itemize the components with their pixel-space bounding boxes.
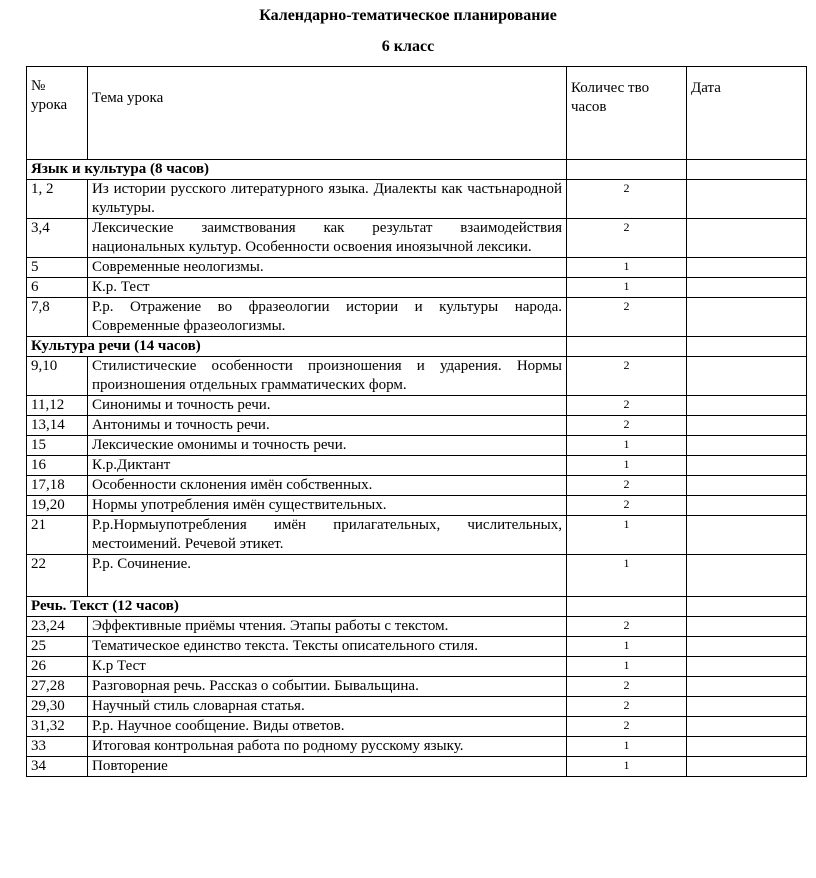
lesson-hours: 2 xyxy=(567,416,687,436)
lesson-number: 7,8 xyxy=(27,298,88,337)
lesson-topic: Р.р. Отражение во фразеологии истории и культуры народа. Современные фразеологизмы. xyxy=(88,298,567,337)
lesson-number: 19,20 xyxy=(27,496,88,516)
section-count-cell xyxy=(567,337,687,357)
lesson-topic: Синонимы и точность речи. xyxy=(88,396,567,416)
lesson-hours: 2 xyxy=(567,476,687,496)
lesson-hours: 1 xyxy=(567,258,687,278)
lesson-row xyxy=(27,496,807,516)
lesson-number: 22 xyxy=(27,555,88,597)
section-title: Культура речи (14 часов) xyxy=(27,337,567,357)
lesson-row xyxy=(27,717,807,737)
lesson-row xyxy=(27,737,807,757)
lesson-date xyxy=(687,258,807,278)
page-title: Календарно-тематическое планирование xyxy=(259,7,557,24)
lesson-topic: К.р Тест xyxy=(88,657,567,677)
header-num: № урока xyxy=(27,67,88,160)
lesson-row xyxy=(27,677,807,697)
lesson-hours: 2 xyxy=(567,298,687,337)
lesson-number: 26 xyxy=(27,657,88,677)
lesson-topic: Р.р. Сочинение. xyxy=(88,555,567,597)
lesson-topic: К.р. Тест xyxy=(88,278,567,298)
lesson-topic: Эффективные приёмы чтения. Этапы работы с текстом. xyxy=(88,617,567,637)
lesson-number: 13,14 xyxy=(27,416,88,436)
lesson-date xyxy=(687,298,807,337)
lesson-topic: Антонимы и точность речи. xyxy=(88,416,567,436)
lesson-date xyxy=(687,396,807,416)
lesson-hours: 2 xyxy=(567,180,687,219)
lesson-number: 34 xyxy=(27,757,88,777)
lesson-topic: Лексические заимствования как результат взаимодействия национальных культур. Особенности освоения иноязычной лексики. xyxy=(88,219,567,258)
lesson-date xyxy=(687,219,807,258)
lesson-row xyxy=(27,180,807,219)
lesson-number: 29,30 xyxy=(27,697,88,717)
lesson-row xyxy=(27,278,807,298)
lesson-number: 23,24 xyxy=(27,617,88,637)
lesson-hours: 2 xyxy=(567,697,687,717)
lesson-hours: 2 xyxy=(567,677,687,697)
lesson-date xyxy=(687,617,807,637)
lesson-topic: Р.р. Научное сообщение. Виды ответов. xyxy=(88,717,567,737)
section-date-cell xyxy=(687,337,807,357)
section-row xyxy=(27,337,807,357)
lesson-number: 31,32 xyxy=(27,717,88,737)
lesson-date xyxy=(687,657,807,677)
lesson-date xyxy=(687,476,807,496)
lesson-hours: 2 xyxy=(567,496,687,516)
lesson-topic: Особенности склонения имён собственных. xyxy=(88,476,567,496)
lesson-date xyxy=(687,677,807,697)
lesson-row xyxy=(27,258,807,278)
lesson-number: 15 xyxy=(27,436,88,456)
lesson-hours: 1 xyxy=(567,555,687,597)
lesson-date xyxy=(687,697,807,717)
lesson-date xyxy=(687,516,807,555)
section-title: Язык и культура (8 часов) xyxy=(27,160,567,180)
lesson-date xyxy=(687,416,807,436)
lesson-row xyxy=(27,555,807,597)
lesson-number: 3,4 xyxy=(27,219,88,258)
lesson-row xyxy=(27,637,807,657)
lesson-number: 27,28 xyxy=(27,677,88,697)
lesson-date xyxy=(687,278,807,298)
lesson-number: 5 xyxy=(27,258,88,278)
lesson-hours: 1 xyxy=(567,757,687,777)
lesson-number: 6 xyxy=(27,278,88,298)
header-date: Дата xyxy=(687,67,807,160)
header-count: Количес тво часов xyxy=(567,67,687,160)
lesson-hours: 2 xyxy=(567,219,687,258)
page-subtitle: 6 класс xyxy=(381,38,435,55)
table-header-row xyxy=(27,67,807,160)
lesson-date xyxy=(687,717,807,737)
lesson-date xyxy=(687,180,807,219)
plan-table-body xyxy=(27,67,807,777)
lesson-hours: 2 xyxy=(567,357,687,396)
lesson-hours: 1 xyxy=(567,436,687,456)
lesson-number: 11,12 xyxy=(27,396,88,416)
section-title: Речь. Текст (12 часов) xyxy=(27,597,567,617)
lesson-number: 9,10 xyxy=(27,357,88,396)
lesson-date xyxy=(687,436,807,456)
lesson-topic: Разговорная речь. Рассказ о событии. Бывальщина. xyxy=(88,677,567,697)
lesson-hours: 1 xyxy=(567,637,687,657)
lesson-topic: Р.р.Нормыупотребления имён прилагательных, числительных, местоимений. Речевой этикет. xyxy=(88,516,567,555)
lesson-number: 17,18 xyxy=(27,476,88,496)
lesson-number: 1, 2 xyxy=(27,180,88,219)
lesson-row xyxy=(27,476,807,496)
lesson-topic: К.р.Диктант xyxy=(88,456,567,476)
lesson-topic: Нормы употребления имён существительных. xyxy=(88,496,567,516)
lesson-date xyxy=(687,757,807,777)
lesson-row xyxy=(27,298,807,337)
section-date-cell xyxy=(687,160,807,180)
lesson-hours: 2 xyxy=(567,717,687,737)
lesson-row xyxy=(27,456,807,476)
section-row xyxy=(27,597,807,617)
lesson-hours: 1 xyxy=(567,516,687,555)
lesson-number: 33 xyxy=(27,737,88,757)
section-date-cell xyxy=(687,597,807,617)
lesson-topic: Стилистические особенности произношения и ударения. Нормы произношения отдельных грамматических форм. xyxy=(88,357,567,396)
lesson-number: 21 xyxy=(27,516,88,555)
lesson-topic: Повторение xyxy=(88,757,567,777)
lesson-date xyxy=(687,496,807,516)
lesson-row xyxy=(27,757,807,777)
lesson-row xyxy=(27,357,807,396)
lesson-hours: 1 xyxy=(567,737,687,757)
lesson-topic: Научный стиль словарная статья. xyxy=(88,697,567,717)
lesson-topic: Тематическое единство текста. Тексты описательного стиля. xyxy=(88,637,567,657)
lesson-hours: 1 xyxy=(567,456,687,476)
lesson-topic: Из истории русского литературного языка. Диалекты как частьнародной культуры. xyxy=(88,180,567,219)
lesson-row xyxy=(27,657,807,677)
lesson-topic: Современные неологизмы. xyxy=(88,258,567,278)
section-count-cell xyxy=(567,597,687,617)
section-count-cell xyxy=(567,160,687,180)
lesson-hours: 2 xyxy=(567,396,687,416)
lesson-date xyxy=(687,357,807,396)
lesson-topic: Лексические омонимы и точность речи. xyxy=(88,436,567,456)
lesson-row xyxy=(27,697,807,717)
lesson-row xyxy=(27,516,807,555)
lesson-row xyxy=(27,219,807,258)
section-row xyxy=(27,160,807,180)
header-topic: Тема урока xyxy=(88,67,567,160)
lesson-row xyxy=(27,436,807,456)
lesson-date xyxy=(687,555,807,597)
lesson-date xyxy=(687,637,807,657)
lesson-row xyxy=(27,396,807,416)
lesson-number: 16 xyxy=(27,456,88,476)
lesson-number: 25 xyxy=(27,637,88,657)
lesson-row xyxy=(27,416,807,436)
lesson-date xyxy=(687,737,807,757)
lesson-hours: 1 xyxy=(567,657,687,677)
lesson-hours: 1 xyxy=(567,278,687,298)
lesson-date xyxy=(687,456,807,476)
lesson-row xyxy=(27,617,807,637)
lesson-hours: 2 xyxy=(567,617,687,637)
plan-table xyxy=(26,66,807,777)
lesson-topic: Итоговая контрольная работа по родному русскому языку. xyxy=(88,737,567,757)
